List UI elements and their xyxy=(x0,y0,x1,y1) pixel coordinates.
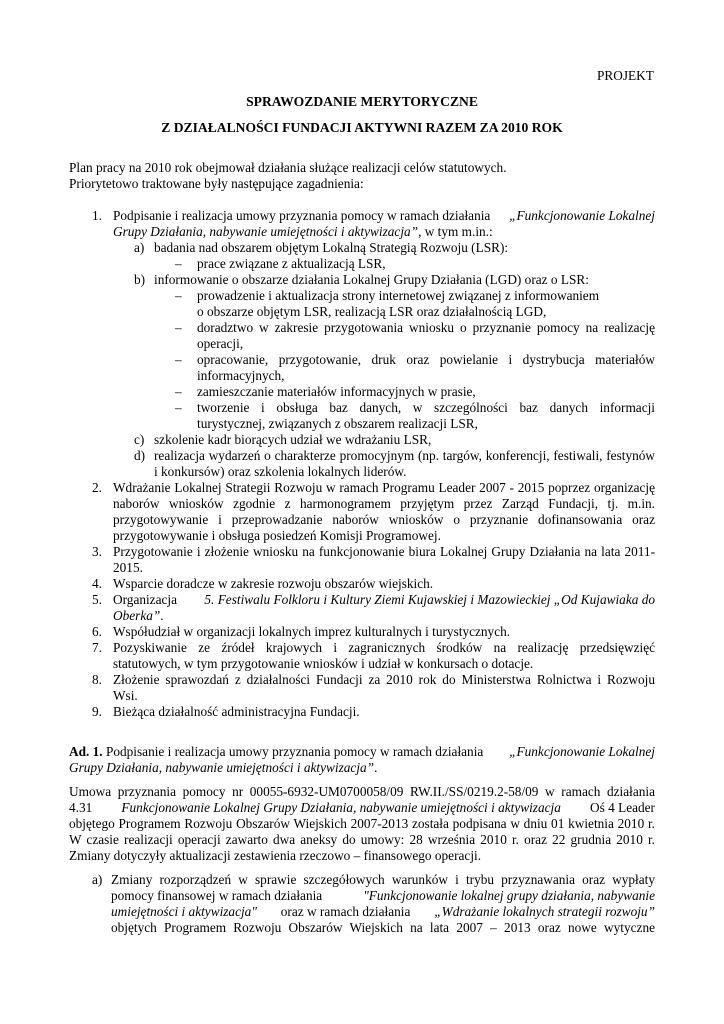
zmiany-l2-action: "Funkcjonowanie lokalnej grupy działania, nabywanie xyxy=(363,888,655,903)
item-4: Wsparcie doradcze w zakresie rozwoju obszarów wiejskich. xyxy=(113,576,434,591)
item-5-festival-name: 5. Festiwalu Folkloru i Kultury Ziemi Kujawskiej i Mazowieckiej „Od Kujawiaka do xyxy=(204,592,655,607)
sub-b-text: informowanie o obszarze działania Lokalnej Grupy Działania (LGD) oraz o LSR: xyxy=(154,272,589,287)
sub-b-dash-5-line-2: turystycznej, związanych z obszarem realizacji LSR, xyxy=(197,416,478,431)
sub-a-text: badania nad obszarem objętym Lokalną Strategią Rozwoju (LSR): xyxy=(154,240,509,255)
umowa-action-number: 4.31 xyxy=(69,800,93,815)
zmiany-l3-text: oraz w ramach działania xyxy=(280,904,411,919)
sub-b-dash-2-line-1: doradztwo w zakresie przygotowania wniosku o przyznanie pomocy na realizację xyxy=(197,320,655,335)
ad1-text: Podpisanie i realizacja umowy przyznania pomocy w ramach działania xyxy=(105,744,484,759)
item-6: Współudział w organizacji lokalnych imprez kulturalnych i turystycznych. xyxy=(113,624,511,639)
dash-marker: – xyxy=(175,320,182,335)
sub-b-dash-3-line-2: informacyjnych, xyxy=(197,368,285,383)
item-5-festival-name-cont: Oberka” xyxy=(113,608,161,623)
umowa-action-name: Funkcjonowanie Lokalnej Grupy Działania, nabywanie umiejętności i aktywizacja xyxy=(121,800,561,815)
zmiany-line-3 xyxy=(111,904,655,920)
ad1-end: . xyxy=(374,760,378,775)
intro-line-1: Plan pracy na 2010 rok obejmował działania służące realizacji celów statutowych. xyxy=(69,160,507,175)
umowa-axis: Oś 4 Leader xyxy=(590,800,655,815)
zmiany-line-2 xyxy=(111,888,655,904)
item-9: Bieżąca działalność administracyjna Fundacji. xyxy=(113,704,360,719)
item-7-line-1: Pozyskiwanie ze źródeł krajowych i zagranicznych środków na realizację przedsięwzięć xyxy=(113,640,655,655)
sub-a-dash-1: prace związane z aktualizacją LSR, xyxy=(197,256,386,271)
list-number-3: 3. xyxy=(92,544,102,559)
zmiany-label: a) xyxy=(92,872,103,887)
dash-marker: – xyxy=(175,352,182,367)
list-number-9: 9. xyxy=(92,704,102,719)
sub-b-dash-2-line-2: operacji, xyxy=(197,336,244,351)
list-number-4: 4. xyxy=(92,576,102,591)
sub-b-label: b) xyxy=(134,272,146,287)
sub-b-dash-1-line-2: o obszarze objętym LSR, realizacją LSR oraz działalnością LGD, xyxy=(197,304,547,319)
item-7-line-2: statutowych, w tym przygotowanie wniosków i udział w konkursach o dotacje. xyxy=(113,656,534,671)
umowa-line-2 xyxy=(69,800,655,816)
projekt-label: PROJEKT xyxy=(597,68,654,83)
sub-b-dash-3-line-1: opracowanie, przygotowanie, druk oraz powielanie i dystrybucja materiałów xyxy=(197,352,655,367)
item-5-line-1 xyxy=(113,592,655,608)
sub-b-dash-5-line-1: tworzenie i obsługa baz danych, w szczególności baz danych informacji xyxy=(197,400,655,415)
sub-b-dash-1-line-1: prowadzenie i aktualizacja strony internetowej związanej z informowaniem xyxy=(197,288,600,303)
list-number-8: 8. xyxy=(92,672,102,687)
umowa-line-5: Zmiany dotyczyły aktualizacji zestawienia rzeczowo – finansowego operacji. xyxy=(69,848,482,863)
item-2-line-4: przygotowywanie i obsługa posiedzeń Komisji Programowej. xyxy=(113,528,441,543)
sub-d-line-1: realizacja wydarzeń o charakterze promocyjnym (np. targów, konferencji, festiwali, festynów xyxy=(154,448,655,463)
umowa-line-4: W czasie realizacji operacji zawarto dwa aneksy do umowy: 28 września 2010 r. oraz 22 grudnia 2010 r. xyxy=(69,832,655,847)
sub-a-label: a) xyxy=(134,240,145,255)
item-1-line-2 xyxy=(113,224,493,240)
dash-marker: – xyxy=(175,288,182,303)
item-3-line-2: 2015. xyxy=(113,560,143,575)
list-number-5: 5. xyxy=(92,592,102,607)
item-1-line-1 xyxy=(113,208,655,224)
item-5-line-2 xyxy=(113,608,164,624)
ad1-line-2 xyxy=(69,760,377,776)
ad1-lead xyxy=(69,744,483,760)
dash-marker: – xyxy=(175,384,182,399)
item-1-text: Podpisanie i realizacja umowy przyznania pomocy w ramach działania xyxy=(113,208,491,223)
list-number-7: 7. xyxy=(92,640,102,655)
item-1-suffix: , w tym m.in.: xyxy=(418,224,493,239)
zmiany-l3-action-2: „Wdrażanie lokalnych strategii rozwoju” xyxy=(434,904,655,919)
sub-b-dash-4: zamieszczanie materiałów informacyjnych w prasie, xyxy=(197,384,476,399)
ad1-action-name-cont: Grupy Działania, nabywanie umiejętności i aktywizacja” xyxy=(69,760,375,775)
dash-marker: – xyxy=(175,256,182,271)
item-1-action-name-cont: Grupy Działania, nabywanie umiejętności i aktywizacja” xyxy=(113,224,419,239)
zmiany-l3-action-cont: umiejętności i aktywizacja" xyxy=(111,904,257,919)
umowa-line-1: Umowa przyznania pomocy nr 00055-6932-UM0700058/09 RW.II./SS/0219.2-58/09 w ramach działania xyxy=(69,784,655,799)
item-1-action-name: „Funkcjonowanie Lokalnej xyxy=(509,208,655,223)
document-title: SPRAWOZDANIE MERYTORYCZNE xyxy=(246,94,478,109)
item-5-end: . xyxy=(160,608,164,623)
zmiany-line-4: objętych Programem Rozwoju Obszarów Wiejskich na lata 2007 – 2013 oraz nowe wytyczne xyxy=(111,920,655,935)
sub-c-text: szkolenie kadr biorących udział we wdrażaniu LSR, xyxy=(154,432,432,447)
dash-marker: – xyxy=(175,400,182,415)
item-2-line-3: przygotowywanie i przeprowadzanie naborów wniosków o przyznanie dofinansowania oraz xyxy=(113,512,655,527)
list-number-1: 1. xyxy=(92,208,102,223)
intro-line-2: Priorytetowo traktowane były następujące zagadnienia: xyxy=(69,176,364,191)
sub-d-line-2: i konkursów) oraz szkolenia lokalnych liderów. xyxy=(154,464,407,479)
item-3-line-1: Przygotowanie i złożenie wniosku na funkcjonowanie biura Lokalnej Grupy Działania na lata 2011- xyxy=(113,544,655,559)
list-number-6: 6. xyxy=(92,624,102,639)
ad1-action-name: „Funkcjonowanie Lokalnej xyxy=(509,744,655,759)
item-2-line-2: naborów wniosków zgodnie z harmonogramem przyjętym przez Zarząd Fundacji, tj. m.in. xyxy=(113,496,655,511)
item-8-line-2: Wsi. xyxy=(113,688,138,703)
umowa-line-3: objętego Programem Rozwoju Obszarów Wiejskich 2007-2013 została podpisana w dniu 01 kwietnia 2010 r. xyxy=(69,816,655,831)
ad1-line-1 xyxy=(69,744,655,760)
item-8-line-1: Złożenie sprawozdań z działalności Fundacji za 2010 rok do Ministerstwa Rolnictwa i Rozwoju xyxy=(113,672,655,687)
zmiany-l2-text: pomocy finansowej w ramach działania xyxy=(111,888,323,903)
sub-d-label: d) xyxy=(134,448,146,463)
item-5-text: Organizacja xyxy=(113,592,177,607)
item-2-line-1: Wdrażanie Lokalnej Strategii Rozwoju w ramach Programu Leader 2007 - 2015 poprzez organizację xyxy=(113,480,655,495)
zmiany-line-1: Zmiany rozporządzeń w sprawie szczegółowych warunków i trybu przyznawania oraz wypłaty xyxy=(111,872,655,887)
document-subtitle: Z DZIAŁALNOŚCI FUNDACJI AKTYWNI RAZEM ZA 2010 ROK xyxy=(161,120,563,135)
sub-c-label: c) xyxy=(134,432,145,447)
list-number-2: 2. xyxy=(92,480,102,495)
ad1-label: Ad. 1. xyxy=(69,744,103,759)
